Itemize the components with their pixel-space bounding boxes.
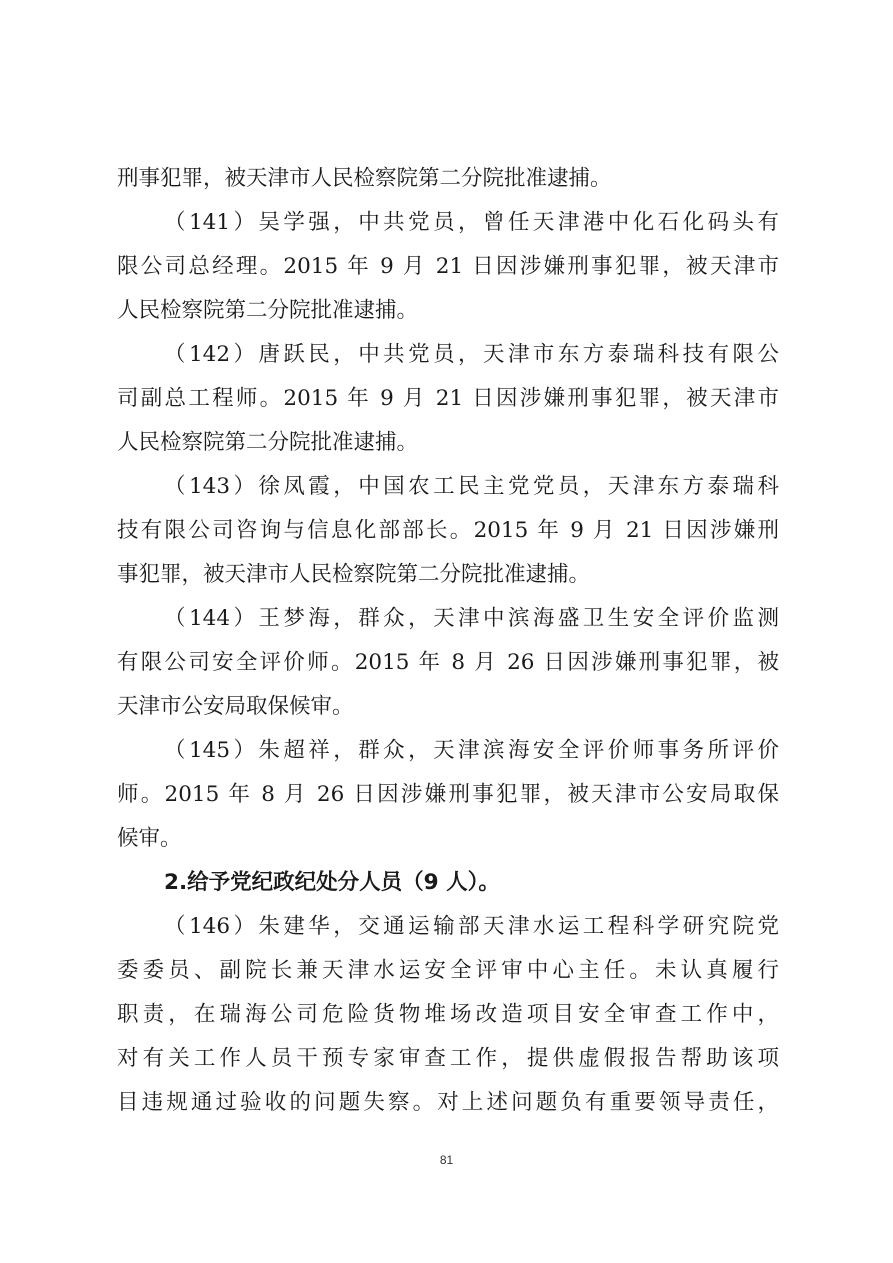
text-line: 委委员、副院长兼天津水运安全评审中心主任。未认真履行 xyxy=(117,958,779,983)
text-line: 人民检察院第二分院批准逮捕。 xyxy=(117,298,419,323)
text-line: 有限公司安全评价师。2015 年 8 月 26 日因涉嫌刑事犯罪，被 xyxy=(117,650,779,675)
page-number: 81 xyxy=(439,1153,454,1167)
text-line: 事犯罪，被天津市人民检察院第二分院批准逮捕。 xyxy=(117,562,591,587)
text-line: （143）徐凤霞，中国农工民主党党员，天津东方泰瑞科 xyxy=(164,474,779,499)
text-line: 候审。 xyxy=(117,826,182,851)
text-line: （142）唐跃民，中共党员，天津市东方泰瑞科技有限公 xyxy=(164,342,779,367)
text-line: （141）吴学强，中共党员，曾任天津港中化石化码头有 xyxy=(164,210,779,235)
text-line: 对有关工作人员干预专家审查工作，提供虚假报告帮助该项 xyxy=(117,1046,779,1071)
text-line: 师。2015 年 8 月 26 日因涉嫌刑事犯罪，被天津市公安局取保 xyxy=(117,782,779,807)
text-line: 目违规通过验收的问题失察。对上述问题负有重要领导责任， xyxy=(117,1090,779,1115)
text-line: 人民检察院第二分院批准逮捕。 xyxy=(117,430,419,455)
text-line: （144）王梦海，群众，天津中滨海盛卫生安全评价监测 xyxy=(164,606,779,631)
text-line: 司副总工程师。2015 年 9 月 21 日因涉嫌刑事犯罪，被天津市 xyxy=(117,386,779,411)
text-line: 技有限公司咨询与信息化部部长。2015 年 9 月 21 日因涉嫌刑 xyxy=(117,518,779,543)
text-line: 刑事犯罪，被天津市人民检察院第二分院批准逮捕。 xyxy=(117,166,612,191)
text-line: 职责，在瑞海公司危险货物堆场改造项目安全审查工作中， xyxy=(117,1002,779,1027)
text-line: （146）朱建华，交通运输部天津水运工程科学研究院党 xyxy=(164,914,779,939)
text-line: （145）朱超祥，群众，天津滨海安全评价师事务所评价 xyxy=(164,738,779,763)
text-line: 天津市公安局取保候审。 xyxy=(117,694,354,719)
body-text xyxy=(117,157,779,1125)
section-heading: 2.给予党纪政纪处分人员（9 人）。 xyxy=(164,870,500,895)
text-line: 限公司总经理。2015 年 9 月 21 日因涉嫌刑事犯罪，被天津市 xyxy=(117,254,779,279)
